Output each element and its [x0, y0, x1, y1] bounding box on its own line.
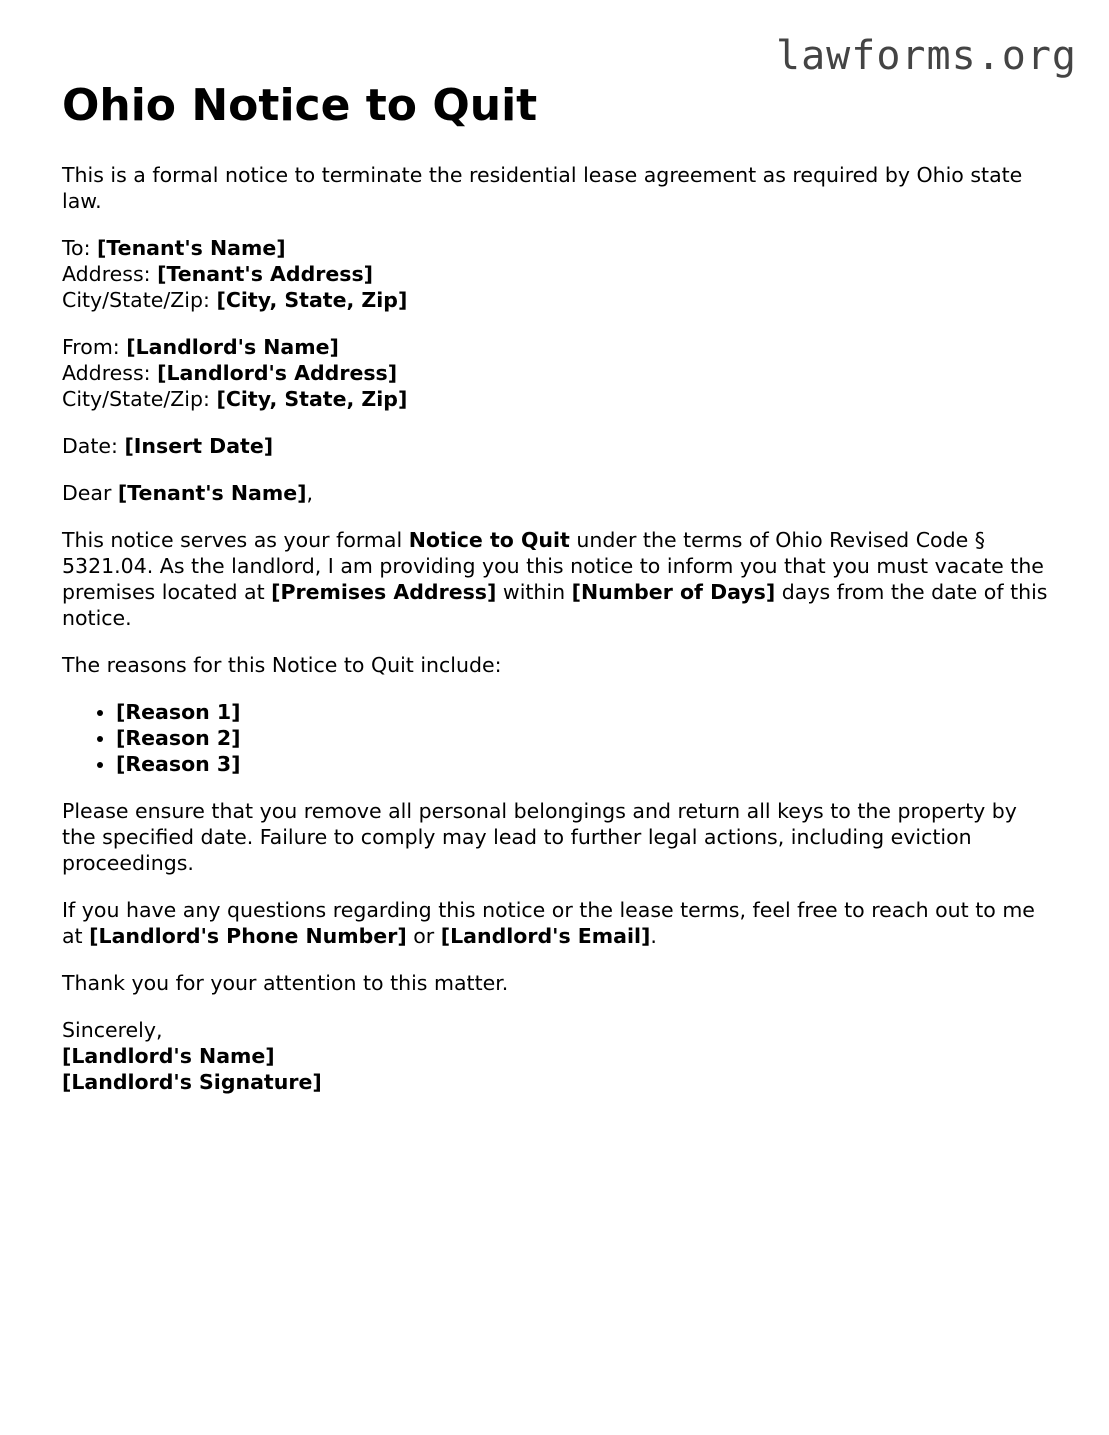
document-page	[62, 80, 1052, 1116]
number-of-days: [Number of Days]	[571, 580, 776, 604]
landlord-name: [Landlord's Name]	[126, 335, 339, 359]
tenant-block	[62, 235, 1052, 313]
list-item: • [Reason 3]	[116, 751, 1052, 777]
intro-paragraph: This is a formal notice to terminate the residential lease agreement as required by Ohio state law.	[62, 163, 1023, 213]
notice-text-3: within	[502, 580, 566, 604]
notice-to-quit-term: Notice to Quit	[408, 528, 570, 552]
contact-paragraph	[62, 897, 1052, 949]
tenant-name: [Tenant's Name]	[97, 236, 286, 260]
landlord-city: [City, State, Zip]	[216, 387, 408, 411]
landlord-phone: [Landlord's Phone Number]	[89, 924, 407, 948]
notice-text-1: This notice serves as your formal	[62, 528, 403, 552]
landlord-address: [Landlord's Address]	[157, 361, 398, 385]
lawforms-watermark: lawforms.org	[776, 33, 1077, 79]
date-value: [Insert Date]	[124, 434, 274, 458]
notice-text-4: days from the date of this notice.	[62, 580, 1048, 630]
landlord-email: [Landlord's Email]	[440, 924, 651, 948]
contact-text-1: If you have any questions regarding this notice or the lease terms, feel free to reach out to me at	[62, 898, 1035, 948]
closing-block	[62, 1017, 1052, 1095]
reasons-list	[62, 699, 1052, 777]
tenant-address-label: Address:	[62, 262, 151, 286]
thanks-paragraph: Thank you for your attention to this matter.	[62, 971, 509, 995]
closing-landlord-name: [Landlord's Name]	[62, 1044, 275, 1068]
contact-text-2: or	[413, 924, 435, 948]
landlord-block	[62, 334, 1052, 412]
to-label: To:	[62, 236, 91, 260]
greeting-line	[62, 480, 1052, 506]
date-label: Date:	[62, 434, 118, 458]
page-title: Ohio Notice to Quit	[62, 80, 538, 131]
notice-text-2: under the terms of Ohio Revised Code § 5321.04. As the landlord, I am providing you this notice to inform you that you must vacate the premises located at	[62, 528, 1044, 604]
tenant-city: [City, State, Zip]	[216, 288, 408, 312]
greeting-name: [Tenant's Name]	[117, 481, 307, 505]
landlord-city-label: City/State/Zip:	[62, 387, 210, 411]
list-item: • [Reason 1]	[116, 699, 1052, 725]
contact-text-3: .	[650, 924, 657, 948]
notice-paragraph	[62, 527, 1052, 631]
list-item: • [Reason 2]	[116, 725, 1052, 751]
landlord-address-label: Address:	[62, 361, 151, 385]
closing-landlord-signature: [Landlord's Signature]	[62, 1070, 322, 1094]
date-line	[62, 433, 1052, 459]
greeting-suffix: ,	[306, 481, 314, 505]
tenant-city-label: City/State/Zip:	[62, 288, 210, 312]
sincerely-text: Sincerely,	[62, 1018, 163, 1042]
tenant-address: [Tenant's Address]	[157, 262, 374, 286]
from-label: From:	[62, 335, 120, 359]
reasons-intro: The reasons for this Notice to Quit include:	[62, 653, 502, 677]
premises-address: [Premises Address]	[271, 580, 497, 604]
belongings-paragraph: Please ensure that you remove all personal belongings and return all keys to the property by the specified date. Failure to comply may lead to further legal actions, including eviction proceedings.	[62, 799, 1017, 875]
greeting-prefix: Dear	[62, 481, 112, 505]
